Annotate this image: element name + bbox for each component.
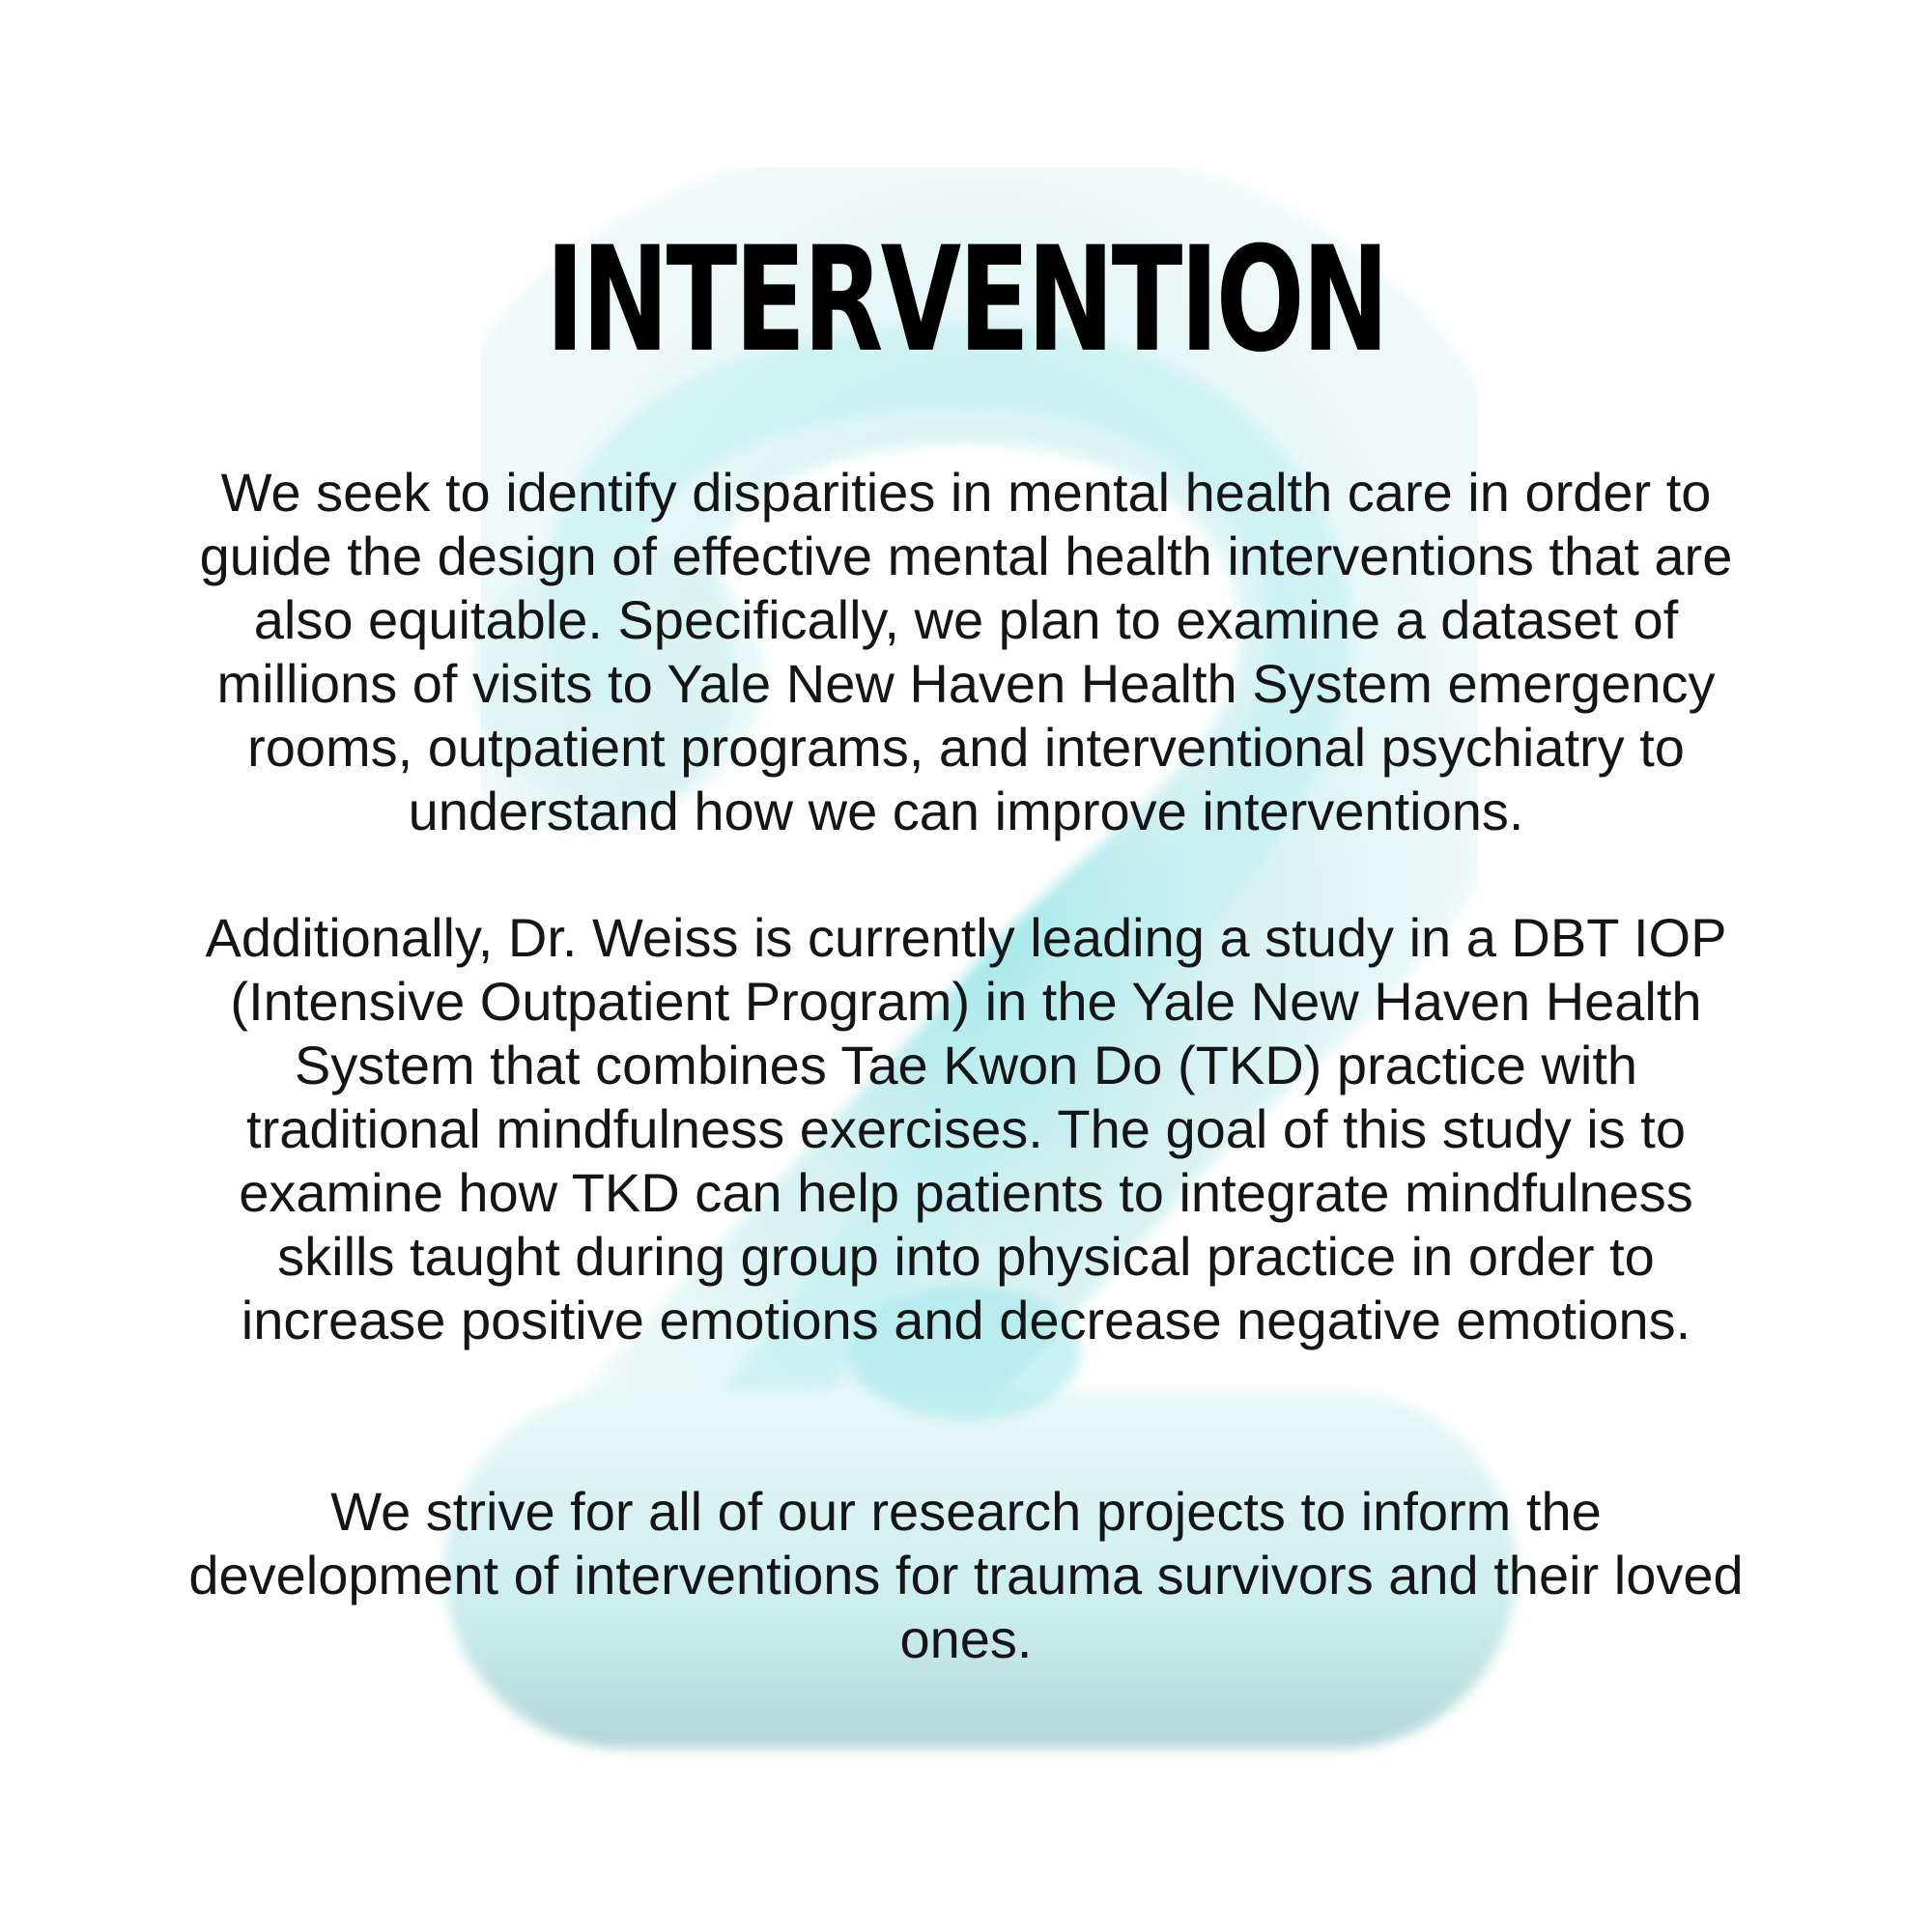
paragraph-closing: We strive for all of our research projects to inform the development of interventions for trauma survivors and their loved ones. — [188, 1481, 1744, 1669]
paragraph-study: Additionally, Dr. Weiss is currently leading a study in a DBT IOP (Intensive Outpatient Program) in the Yale New Haven Health System that combines Tae Kwon Do (TKD) practice with traditional mindfulness exercises. The goal of this study is to examine how TKD can help patients to integrate mindfulness skills taught during group into physical practice in order to increase positive emotions and decrease negative emotions. — [205, 907, 1727, 1350]
page-title: INTERVENTION — [545, 216, 1387, 384]
paragraph-intro: We seek to identify disparities in mental health care in order to guide the design of effective mental health interventions that are also equitable. Specifically, we plan to examine a dataset of millions of visits to Yale New Haven Health System emergency rooms, outpatient programs, and interventional psychiatry to understand how we can improve interventions. — [199, 462, 1733, 841]
